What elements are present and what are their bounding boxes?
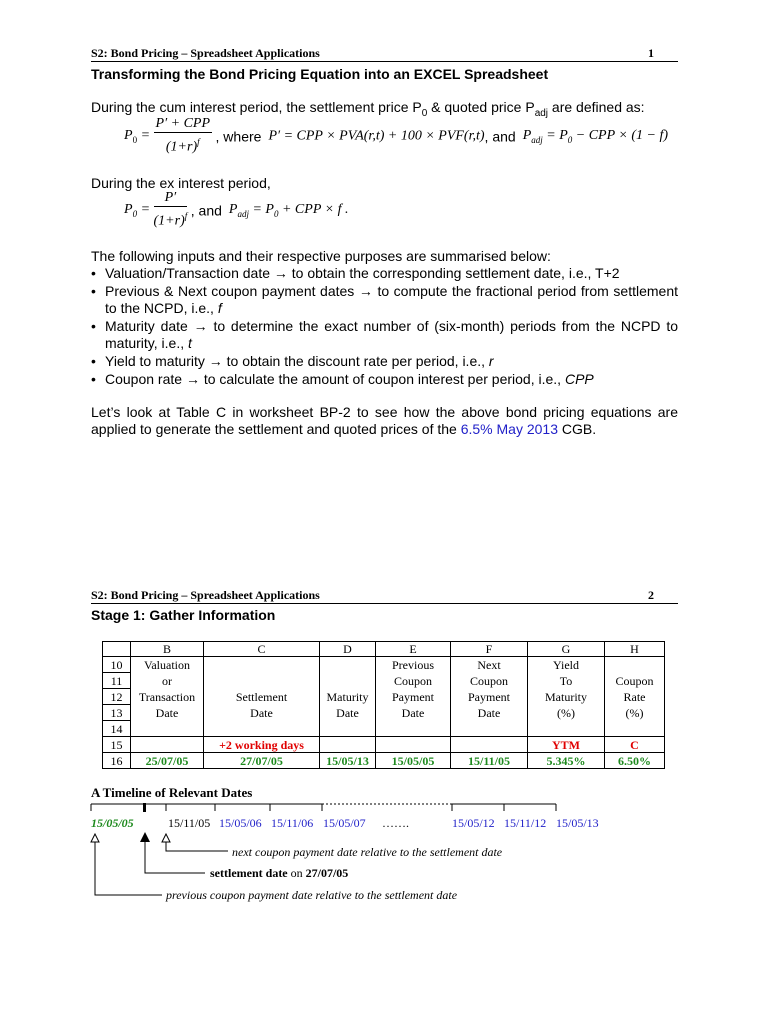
- spreadsheet-table: [102, 641, 665, 769]
- note-previous-coupon: previous coupon payment date relative to the settlement date: [166, 888, 458, 902]
- page2-title: Stage 1: Gather Information: [91, 607, 276, 623]
- timeline-date: 15/11/06: [271, 816, 314, 830]
- timeline-date: 15/11/12: [504, 816, 547, 830]
- table-row: 15 +2 working days YTM C: [103, 737, 665, 753]
- timeline-ellipsis: …….: [382, 816, 409, 830]
- closing-paragraph: Let’s look at Table C in worksheet BP-2 to see how the above bond pricing equations are applied to generate the settlement and quoted prices of the 6.5% May 2013 CGB.: [91, 404, 678, 437]
- page2-header: [91, 587, 678, 604]
- cum-interest-intro: During the cum interest period, the settlement price $P_0$ & quoted price $P_{adj}$ are defined as:: [91, 99, 645, 119]
- ex-interest-intro: During the ex interest period,: [91, 175, 271, 191]
- list-item: • Valuation/Transaction date → to obtain the corresponding settlement date, i.e., T+2: [91, 265, 678, 282]
- timeline-date: 15/05/06: [219, 816, 262, 830]
- page1-header: [91, 45, 678, 62]
- note-settlement: settlement date on 27/07/05: [210, 866, 349, 880]
- cum-interest-equation: $P_0$ = $\frac{\text{P′ + CPP}}{(1+r)^f}$ , where P′ = CPP × PVA(r,t) + 100 × PVF(r,t), and $P_{adj} = P_0$ − CPP × (1 − f): [124, 116, 669, 155]
- list-item: • Coupon rate → to calculate the amount of coupon interest per period, i.e., CPP: [91, 371, 678, 388]
- timeline-date: 15/11/05: [168, 816, 211, 830]
- table-row: 10 Valuation Previous Next Yield: [103, 657, 665, 673]
- page1-page-number: 1: [648, 46, 654, 60]
- timeline-date: 15/05/07: [323, 816, 366, 830]
- table-row: 11 or Coupon Coupon To Coupon: [103, 673, 665, 689]
- table-row: 12 Transaction Settlement Maturity Payment Payment Maturity Rate: [103, 689, 665, 705]
- timeline-date: 15/05/13: [556, 816, 599, 830]
- bond-name: 6.5% May 2013: [460, 421, 558, 437]
- inputs-intro: The following inputs and their respective purposes are summarised below:: [91, 248, 551, 264]
- page2-page-number: 2: [648, 588, 654, 602]
- page1-header-title: S2: Bond Pricing – Spreadsheet Applications: [91, 46, 320, 60]
- table-row: 13 Date Date Date Date Date (%) (%): [103, 705, 665, 721]
- column-header-row: B C D E F G H: [103, 642, 665, 657]
- ex-interest-equation: $P_0$ = $\frac{P'}{(1+r)^f}$ , and $P_{adj} = P_0$ + CPP × f .: [124, 190, 349, 229]
- table-row: 16 25/07/05 27/07/05 15/05/13 15/05/05 15/11/05 5.345% 6.50%: [103, 753, 665, 769]
- table-row: 14: [103, 721, 665, 737]
- timeline-title: A Timeline of Relevant Dates: [91, 785, 253, 800]
- page2-header-title: S2: Bond Pricing – Spreadsheet Applications: [91, 588, 320, 602]
- inputs-list: [91, 265, 678, 389]
- page1-title: Transforming the Bond Pricing Equation into an EXCEL Spreadsheet: [91, 66, 549, 82]
- timeline-date: 15/05/12: [452, 816, 495, 830]
- note-next-coupon: next coupon payment date relative to the settlement date: [232, 845, 503, 859]
- list-item: • Maturity date → to determine the exact number of (six-month) periods from the NCPD to maturity, i.e., t: [91, 318, 678, 352]
- timeline-date-prev: 15/05/05: [91, 816, 134, 830]
- list-item: • Previous & Next coupon payment dates → to compute the fractional period from settlement to the NCPD, i.e., f: [91, 283, 678, 317]
- list-item: • Yield to maturity → to obtain the discount rate per period, i.e., r: [91, 353, 678, 370]
